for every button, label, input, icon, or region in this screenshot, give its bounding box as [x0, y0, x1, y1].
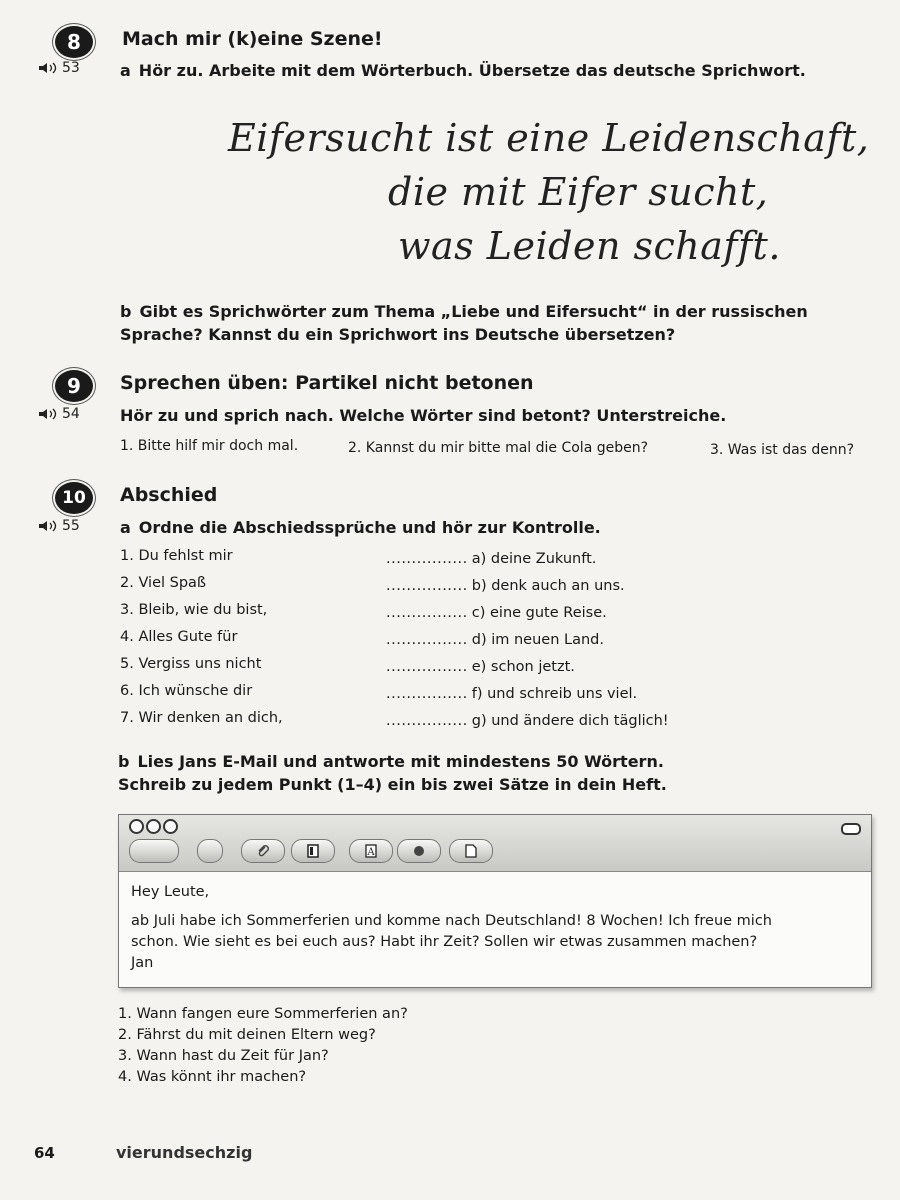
task-label: a — [120, 61, 131, 80]
attach-button[interactable] — [241, 839, 285, 863]
page-number-word: vierundsechzig — [116, 1143, 253, 1162]
page-number: 64 — [34, 1144, 55, 1162]
task-text: Ordne die Abschiedssprüche und hör zur Kontrolle. — [138, 518, 601, 537]
save-draft-button[interactable] — [449, 839, 493, 863]
proverb-line-1: Eifersucht ist eine Leidenschaft, — [228, 116, 870, 160]
list-item: ................ a) deine Zukunft. — [386, 551, 597, 567]
task-b — [120, 300, 808, 324]
email-greeting: Hey Leute, — [131, 884, 210, 900]
phrase-beginnings — [120, 543, 283, 732]
delete-button[interactable] — [197, 839, 223, 863]
task-label: a — [120, 518, 131, 537]
audio-track-number: 53 — [62, 60, 80, 76]
email-text-line-2: schon. Wie sieht es bei euch aus? Habt ihr Zeit? Sollen wir etwas zusammen machen? — [131, 934, 758, 950]
svg-text:A: A — [367, 847, 375, 858]
exercise-title: Abschied — [120, 484, 218, 506]
task-label: b — [118, 752, 130, 771]
answer-blank[interactable]: ................ — [386, 632, 468, 648]
exercise-number: 10 — [62, 488, 86, 508]
fonts-icon — [365, 844, 377, 858]
task-a — [120, 516, 601, 540]
exercise-number: 8 — [67, 30, 81, 54]
exercise-title: Sprechen üben: Partikel nicht betonen — [120, 372, 534, 394]
sentence-3: 3. Was ist das denn? — [710, 442, 855, 458]
task-b — [118, 750, 664, 774]
send-button[interactable] — [129, 839, 179, 863]
audio-track-number: 55 — [62, 518, 80, 534]
audio-track[interactable] — [38, 60, 80, 76]
proverb-line-3: was Leiden schafft. — [398, 224, 781, 268]
sentence-2: 2. Kannst du mir bitte mal die Cola geben? — [348, 440, 649, 456]
list-item: 1. Wann fangen eure Sommerferien an? — [118, 1006, 408, 1022]
colors-icon — [413, 845, 425, 857]
question-list — [118, 1004, 408, 1088]
email-window — [118, 814, 872, 988]
answer-blank[interactable]: ................ — [386, 686, 468, 702]
proverb-line-2: die mit Eifer sucht, — [388, 170, 769, 214]
list-item: 2. Fährst du mit deinen Eltern weg? — [118, 1027, 376, 1043]
answer-blank[interactable]: ................ — [386, 605, 468, 621]
list-item: ................ g) und ändere dich täglich! — [386, 713, 669, 729]
list-item: 4. Alles Gute für — [120, 629, 238, 645]
speaker-icon — [38, 520, 58, 532]
task-text: Lies Jans E-Mail und antworte mit mindestens 50 Wörtern. — [137, 752, 664, 771]
task-b-line-2: Sprache? Kannst du ein Sprichwort ins Deutsche übersetzen? — [120, 325, 676, 344]
list-item: ................ d) im neuen Land. — [386, 632, 604, 648]
paperclip-icon — [256, 844, 270, 858]
speaker-icon — [38, 408, 58, 420]
list-item: 3. Wann hast du Zeit für Jan? — [118, 1048, 329, 1064]
task-a — [120, 59, 806, 83]
answer-blank[interactable]: ................ — [386, 578, 468, 594]
address-book-icon — [307, 844, 319, 858]
document-icon — [465, 844, 477, 858]
task-b-line-2: Schreib zu jedem Punkt (1–4) ein bis zwei Sätze in dein Heft. — [118, 775, 667, 794]
task: Hör zu und sprich nach. Welche Wörter sind betont? Unterstreiche. — [120, 406, 727, 425]
task-text: Hör zu. Arbeite mit dem Wörterbuch. Übersetze das deutsche Sprichwort. — [138, 61, 806, 80]
list-item: 3. Bleib, wie du bist, — [120, 602, 268, 618]
audio-track[interactable] — [38, 518, 80, 534]
exercise-number: 9 — [67, 374, 81, 398]
answer-blank[interactable]: ................ — [386, 551, 468, 567]
email-text-line-1: ab Juli habe ich Sommerferien und komme nach Deutschland! 8 Wochen! Ich freue mich — [131, 913, 773, 929]
colors-button[interactable] — [397, 839, 441, 863]
task-label: b — [120, 302, 132, 321]
list-item: 6. Ich wünsche dir — [120, 683, 253, 699]
close-window-button[interactable] — [129, 819, 144, 834]
exercise-number-badge — [55, 26, 93, 58]
email-signature: Jan — [131, 955, 154, 971]
list-item: ................ e) schon jetzt. — [386, 659, 575, 675]
list-item: ................ b) denk auch an uns. — [386, 578, 625, 594]
answer-blank[interactable]: ................ — [386, 713, 468, 729]
answer-blank[interactable]: ................ — [386, 659, 468, 675]
address-button[interactable] — [291, 839, 335, 863]
list-item: 7. Wir denken an dich, — [120, 710, 283, 726]
email-body — [119, 872, 871, 984]
list-item: 2. Viel Spaß — [120, 575, 207, 591]
toolbar-toggle-button[interactable] — [841, 823, 861, 835]
speaker-icon — [38, 62, 58, 74]
minimize-window-button[interactable] — [146, 819, 161, 834]
zoom-window-button[interactable] — [163, 819, 178, 834]
audio-track[interactable] — [38, 406, 80, 422]
list-item: ................ f) und schreib uns viel. — [386, 686, 638, 702]
list-item: 5. Vergiss uns nicht — [120, 656, 262, 672]
sentence-1: 1. Bitte hilf mir doch mal. — [120, 438, 299, 454]
exercise-number-badge — [55, 482, 93, 514]
exercise-title: Mach mir (k)eine Szene! — [122, 28, 383, 50]
list-item: 1. Du fehlst mir — [120, 548, 233, 564]
fonts-button[interactable] — [349, 839, 393, 863]
phrase-endings — [386, 546, 669, 735]
audio-track-number: 54 — [62, 406, 80, 422]
list-item: ................ c) eine gute Reise. — [386, 605, 607, 621]
email-toolbar — [119, 815, 871, 872]
task-text: Gibt es Sprichwörter zum Thema „Liebe und Eifersucht“ in der russischen — [139, 302, 808, 321]
list-item: 4. Was könnt ihr machen? — [118, 1069, 307, 1085]
exercise-number-badge — [55, 370, 93, 402]
